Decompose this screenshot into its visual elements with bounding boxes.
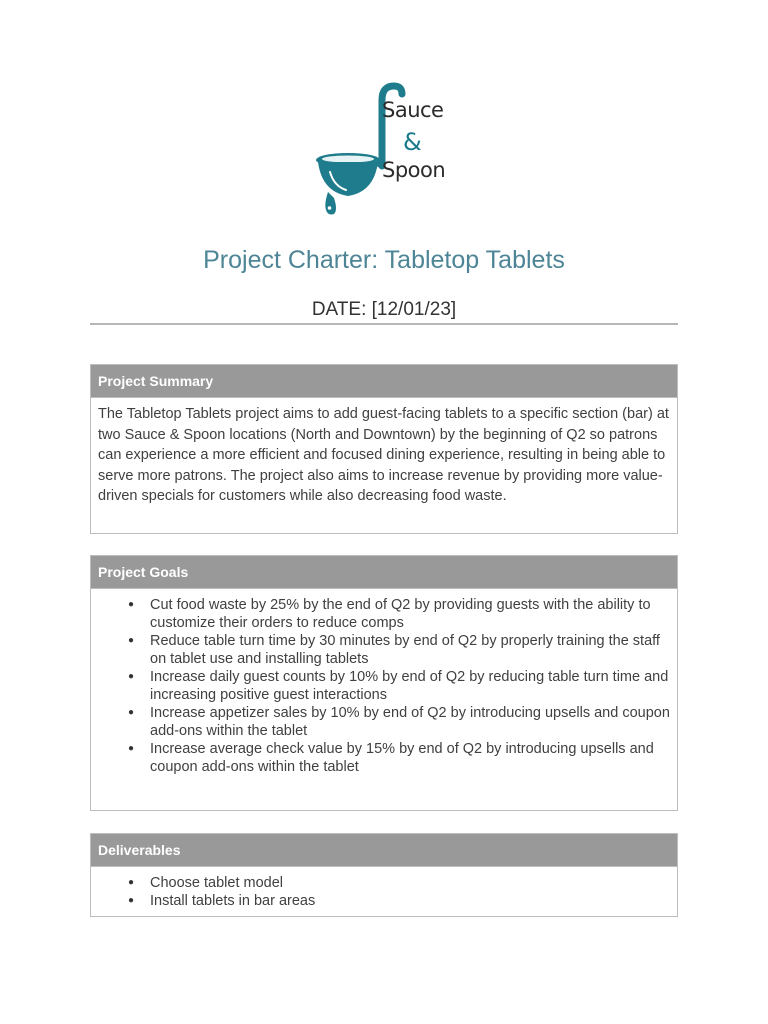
section-heading: Project Summary [91, 365, 677, 398]
deliverables-section [90, 833, 678, 917]
document-date: DATE: [12/01/23] [311, 299, 457, 320]
logo-word-sauce: Sauce [382, 98, 444, 122]
section-heading: Project Goals [91, 556, 677, 589]
sauce-and-spoon-logo [312, 80, 452, 220]
list-item: ● Install tablets in bar areas [150, 892, 670, 910]
project-summary-text: The Tabletop Tablets project aims to add guest-facing tablets to a specific section (bar) at two Sauce & Spoon locations (North and Downtown) by the beginning of Q2 so patrons can experience a more efficient and focused dining experience, resulting in being able to serve more patrons. The project also aims to increase revenue by providing more value-driven specials for customers while also decreasing food waste. [98, 406, 669, 504]
page-title: Project Charter: Tabletop Tablets [203, 246, 565, 274]
list-item: ● Choose tablet model [150, 874, 670, 892]
list-item: ● Increase average check value by 15% by end of Q2 by introducing upsells and coupon add-ons within the tablet [150, 740, 670, 776]
deliverables-list [98, 874, 670, 910]
logo-ampersand: & [403, 128, 422, 156]
list-item: ● Increase appetizer sales by 10% by end of Q2 by introducing upsells and coupon add-ons within the tablet [150, 704, 670, 740]
logo-word-spoon: Spoon [382, 158, 446, 182]
project-goals-section [90, 555, 678, 811]
project-summary-section [90, 364, 678, 534]
list-item: ● Increase daily guest counts by 10% by end of Q2 by reducing table turn time and increasing positive guest interactions [150, 668, 670, 704]
list-item: ● Cut food waste by 25% by the end of Q2 by providing guests with the ability to customize their orders to reduce comps [150, 596, 670, 632]
list-item: ● Reduce table turn time by 30 minutes by end of Q2 by properly training the staff on tablet use and installing tablets [150, 632, 670, 668]
title-divider [90, 323, 678, 325]
goals-list [98, 596, 670, 776]
section-heading: Deliverables [91, 834, 677, 867]
